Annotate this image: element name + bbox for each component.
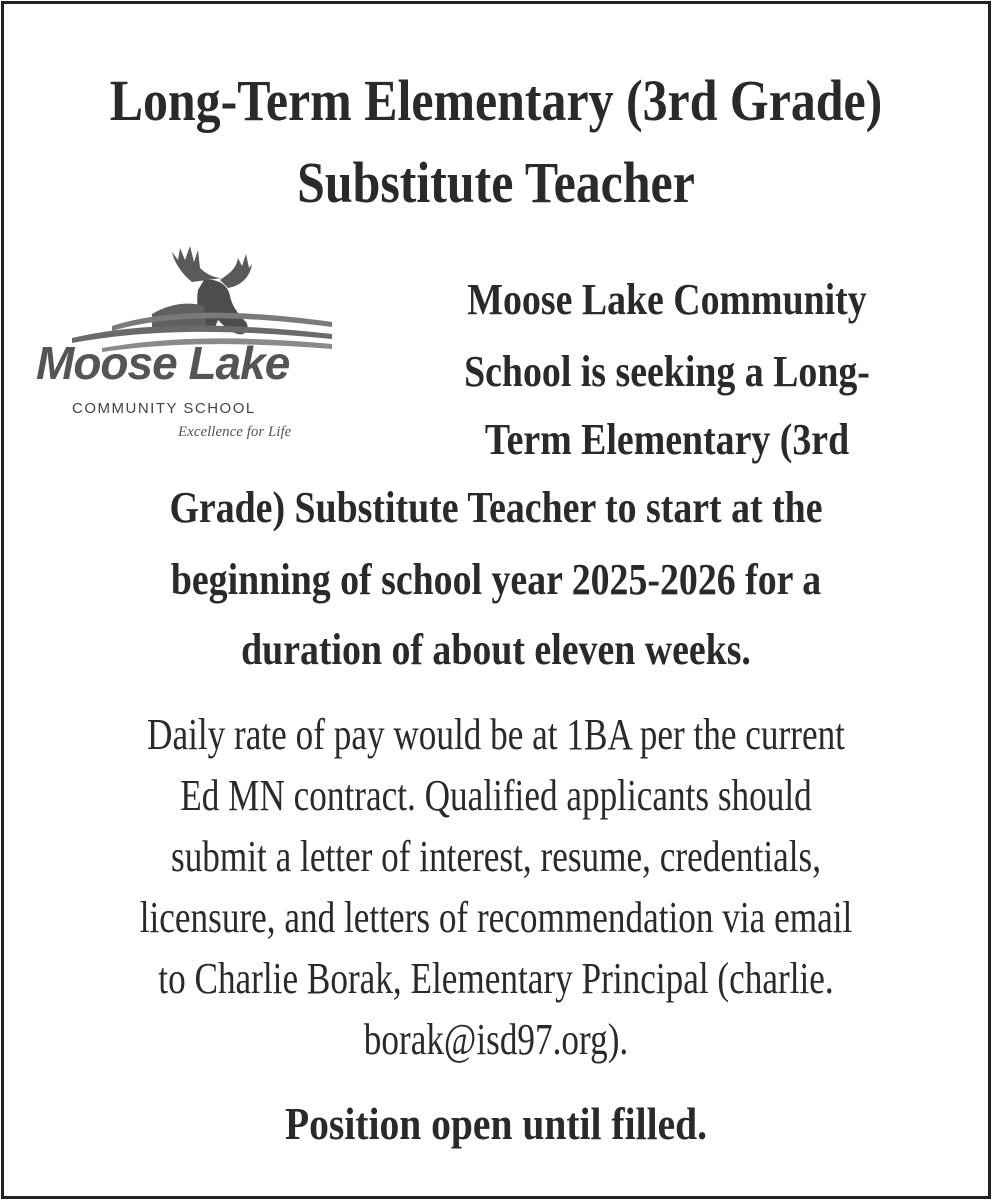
body-line: Daily rate of pay would be at 1BA per the current <box>147 710 845 759</box>
intro-line: School is seeking a Long- <box>464 347 870 396</box>
intro-line: duration of about eleven weeks. <box>241 625 751 674</box>
title-line: Long-Term Elementary (3rd Grade) <box>109 68 883 133</box>
body-paragraph <box>102 704 889 1070</box>
logo-subtitle: COMMUNITY SCHOOL <box>72 400 256 417</box>
body-line: licensure, and letters of recommendation via email <box>139 893 853 942</box>
closing-line: Position open until filled. <box>284 1098 708 1149</box>
body-line: borak@isd97.org). <box>363 1015 629 1064</box>
title-line: Substitute Teacher <box>297 150 695 215</box>
job-ad <box>1 1 991 1199</box>
ad-title <box>73 60 919 224</box>
intro-line: Grade) Substitute Teacher to start at the <box>169 483 823 532</box>
logo-wordmark: Moose Lake <box>36 337 290 389</box>
intro-line: Term Elementary (3rd <box>484 415 850 464</box>
intro-line: Moose Lake Community <box>467 275 867 324</box>
body-line: Ed MN contract. Qualified applicants should <box>180 771 812 820</box>
body-line: to Charlie Borak, Elementary Principal (charlie. <box>158 954 834 1003</box>
logo-tagline: Excellence for Life <box>178 424 292 440</box>
body-line: submit a letter of interest, resume, credentials, <box>171 832 821 881</box>
school-logo <box>32 244 342 449</box>
intro-line: beginning of school year 2025-2026 for a <box>170 555 822 604</box>
